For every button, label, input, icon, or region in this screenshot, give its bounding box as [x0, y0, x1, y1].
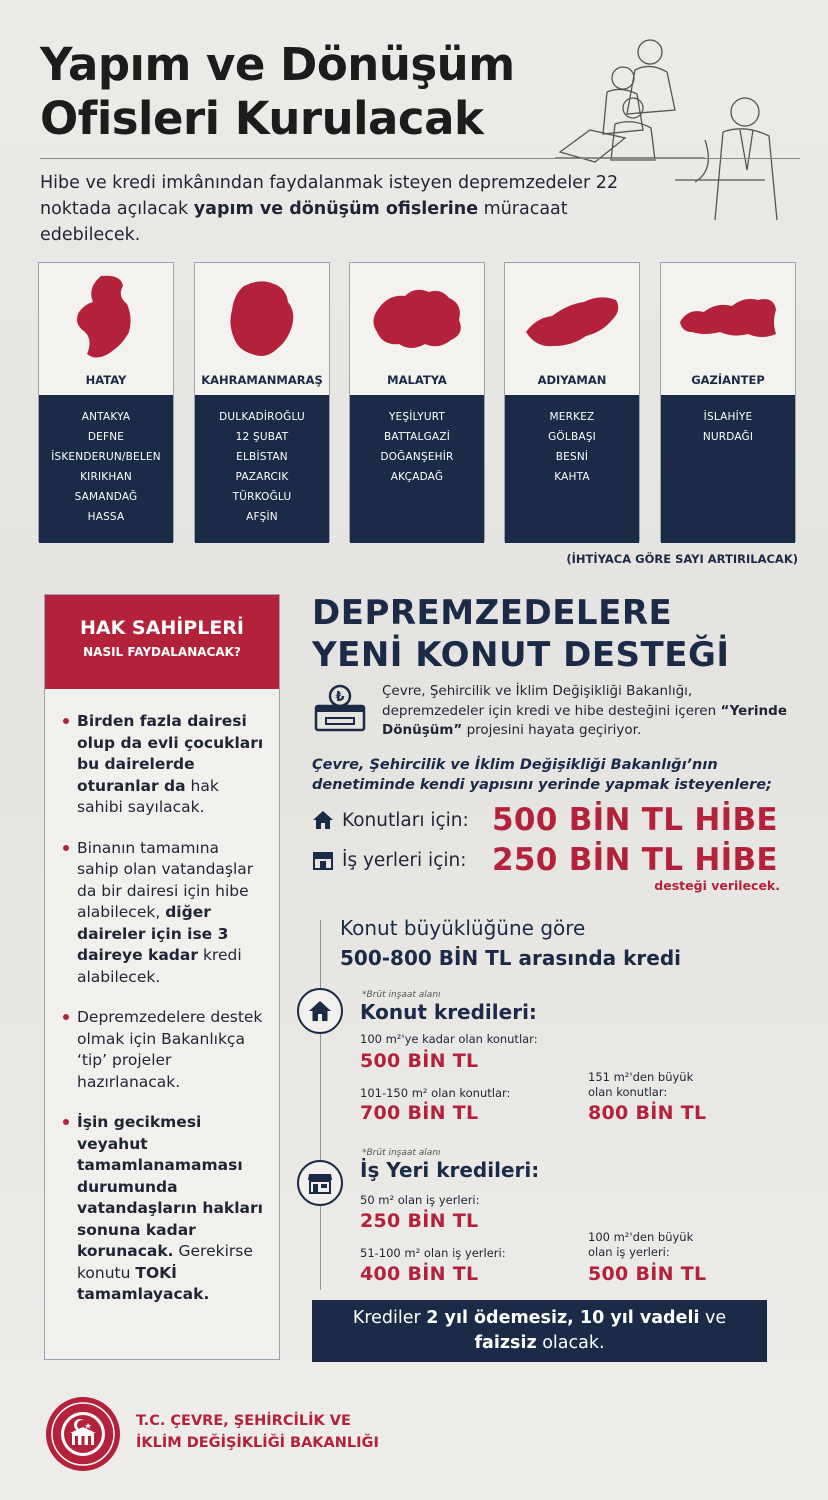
ministry-seal-icon: [44, 1395, 122, 1473]
credit-terms-banner: Krediler 2 yıl ödemesiz, 10 yıl vadeli ve faizsiz olacak.: [312, 1300, 767, 1362]
business-credit-amount: 400 BİN TL: [360, 1263, 479, 1285]
eligibility-panel: [44, 594, 280, 1360]
housing-credit-title: Konut kredileri:: [360, 1000, 537, 1024]
credit-heading: Konut büyüklüğüne göre: [340, 916, 586, 940]
province-name: GAZİANTEP: [691, 373, 765, 387]
housing-credit-amount: 700 BİN TL: [360, 1102, 479, 1124]
kahramanmaras-map-icon: [224, 278, 300, 362]
eligibility-header: HAK SAHİPLERİ NASIL FAYDALANACAK?: [45, 595, 279, 689]
district-list: ANTAKYA DEFNE İSKENDERUN/BELEN KIRIKHAN SAMANDAĞ HASSA: [39, 395, 173, 543]
grant-business-amount: 250 BİN TL HİBE: [492, 842, 778, 878]
count-note: (İHTİYACA GÖRE SAYI ARTIRILACAK): [566, 552, 798, 566]
list-item: Binanın tamamına sahip olan vatandaşlar da bir dairesi için hibe alabilecek, diğer daireler için ise 3 daireye kadar kredi alabilecek.: [63, 838, 265, 989]
province-name: ADIYAMAN: [537, 373, 607, 387]
grant-tail: desteği verilecek.: [654, 878, 780, 893]
province-card-adiyaman: [504, 262, 640, 542]
grant-housing-amount: 500 BİN TL HİBE: [492, 802, 778, 838]
support-title: DEPREMZEDELERE YENİ KONUT DESTEĞİ: [312, 593, 730, 675]
svg-text:₺: ₺: [335, 690, 345, 705]
ministry-name: T.C. ÇEVRE, ŞEHİRCİLİK VE İKLİM DEĞİŞİKLİĞİ BAKANLIĞI: [136, 1413, 379, 1451]
province-name: HATAY: [85, 373, 127, 387]
district-list: İSLAHİYE NURDAĞI: [661, 395, 795, 543]
list-item: İşin gecikmesi veyahut tamamlanamaması durumunda vatandaşların hakları sonuna kadar korunacak. Gerekirse konutu TOKİ tamamlayacak.: [63, 1112, 265, 1306]
province-card-hatay: [38, 262, 174, 542]
intro-text: Hibe ve kredi imkânından faydalanmak isteyen depremzedeler 22 noktada açılacak yapım ve dönüşüm ofislerine müracaat edebilecek.: [40, 173, 619, 245]
credit-range: 500-800 BİN TL arasında kredi: [340, 946, 682, 970]
business-credit-amount: 250 BİN TL: [360, 1210, 479, 1232]
eligibility-list: [45, 689, 279, 1306]
shop-icon: [312, 850, 334, 870]
province-card-gaziantep: [660, 262, 796, 542]
shop-icon: [297, 1160, 343, 1206]
province-cards: [38, 262, 798, 542]
business-credit-title: İş Yeri kredileri:: [360, 1158, 540, 1182]
support-description: Çevre, Şehircilik ve İklim Değişikliği Bakanlığı, depremzedeler için kredi ve hibe desteğini içeren “Yerinde Dönüşüm” projesini hayata geçiriyor.: [382, 683, 787, 738]
house-icon: [297, 988, 343, 1034]
list-item: Depremzedelere destek olmak için Bakanlıkça ‘tip’ projeler hazırlanacak.: [63, 1007, 265, 1093]
grant-housing-row: Konutları için: 500 BİN TL HİBE: [312, 800, 778, 840]
lira-bank-icon: [312, 682, 368, 734]
gaziantep-map-icon: [678, 292, 778, 342]
business-credit-amount: 500 BİN TL: [588, 1263, 707, 1285]
province-card-malatya: [349, 262, 485, 542]
malatya-map-icon: [369, 284, 465, 354]
district-list: DULKADİROĞLU 12 ŞUBAT ELBİSTAN PAZARCIK TÜRKOĞLU AFŞİN: [195, 395, 329, 543]
housing-credit-amount: 500 BİN TL: [360, 1050, 479, 1072]
province-name: KAHRAMANMARAŞ: [201, 373, 323, 387]
province-card-kahramanmaras: [194, 262, 330, 542]
province-name: MALATYA: [387, 373, 447, 387]
house-icon: [312, 810, 334, 830]
district-list: YEŞİLYURT BATTALGAZİ DOĞANŞEHİR AKÇADAĞ: [350, 395, 484, 543]
district-list: MERKEZ GÖLBAŞI BESNİ KAHTA: [505, 395, 639, 543]
page-title: Yapım ve Dönüşüm Ofisleri Kurulacak: [40, 38, 515, 145]
housing-credit-amount: 800 BİN TL: [588, 1102, 707, 1124]
hatay-map-icon: [71, 274, 141, 364]
title-divider: [40, 158, 800, 159]
adiyaman-map-icon: [522, 292, 622, 352]
list-item: Birden fazla dairesi olup da evli çocukları bu dairelerde oturanlar da hak sahibi sayılacak.: [63, 711, 265, 819]
grant-business-row: İş yerleri için: 250 BİN TL HİBE: [312, 840, 778, 880]
credit-timeline-line: [320, 920, 321, 1290]
eligibility-statement: Çevre, Şehircilik ve İklim Değişikliği Bakanlığı’nın denetiminde kendi yapısını yerinde yapmak isteyenlere;: [312, 757, 772, 793]
